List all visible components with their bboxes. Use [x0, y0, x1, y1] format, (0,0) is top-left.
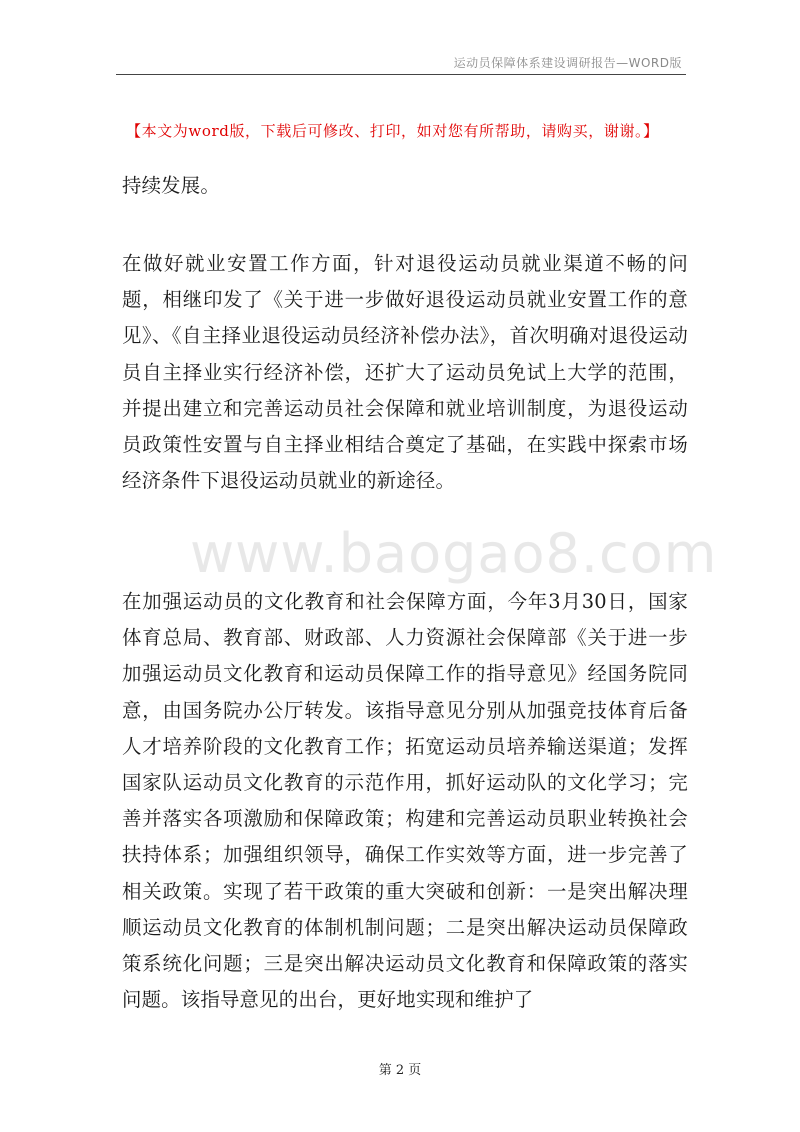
purchase-notice: 【本文为word版，下载后可修改、打印，如对您有所帮助，请购买，谢谢。】 [126, 122, 659, 140]
header-divider [116, 74, 686, 75]
body-paragraph: 在加强运动员的文化教育和社会保障方面，今年3月30日，国家体育总局、教育部、财政部、人力资源社会保障部《关于进一步加强运动员文化教育和运动员保障工作的指导意见》经国务院同意，由国务院办公厅转发。该指导意见分别从加强竞技体育后备人才培养阶段的文化教育工作；拓宽运动员培养输送渠道；发挥国家队运动员文化教育的示范作用，抓好运动队的文化学习；完善并落实各项激励和保障政策；构建和完善运动员职业转换社会扶持体系；加强组织领导，确保工作实效等方面，进一步完善了相关政策。实现了若干政策的重大突破和创新：一是突出解决理顺运动员文化教育的体制机制问题；二是突出解决运动员保障政策系统化问题；三是突出解决运动员文化教育和保障政策的落实问题。该指导意见的出台，更好地实现和维护了 [122, 590, 688, 1012]
body-paragraph: 持续发展。 [122, 174, 220, 197]
document-header-title: 运动员保障体系建设调研报告—WORD版 [453, 56, 682, 70]
page-number: 第 2 页 [378, 1063, 422, 1078]
watermark-text: www.baogao8.com [190, 522, 718, 585]
body-paragraph: 在做好就业安置工作方面，针对退役运动员就业渠道不畅的问题，相继印发了《关于进一步做好退役运动员就业安置工作的意见》、《自主择业退役运动员经济补偿办法》，首次明确对退役运动员自主择业实行经济补偿，还扩大了运动员免试上大学的范围，并提出建立和完善运动员社会保障和就业培训制度，为退役运动员政策性安置与自主择业相结合奠定了基础，在实践中探索市场经济条件下退役运动员就业的新途径。 [122, 252, 688, 493]
